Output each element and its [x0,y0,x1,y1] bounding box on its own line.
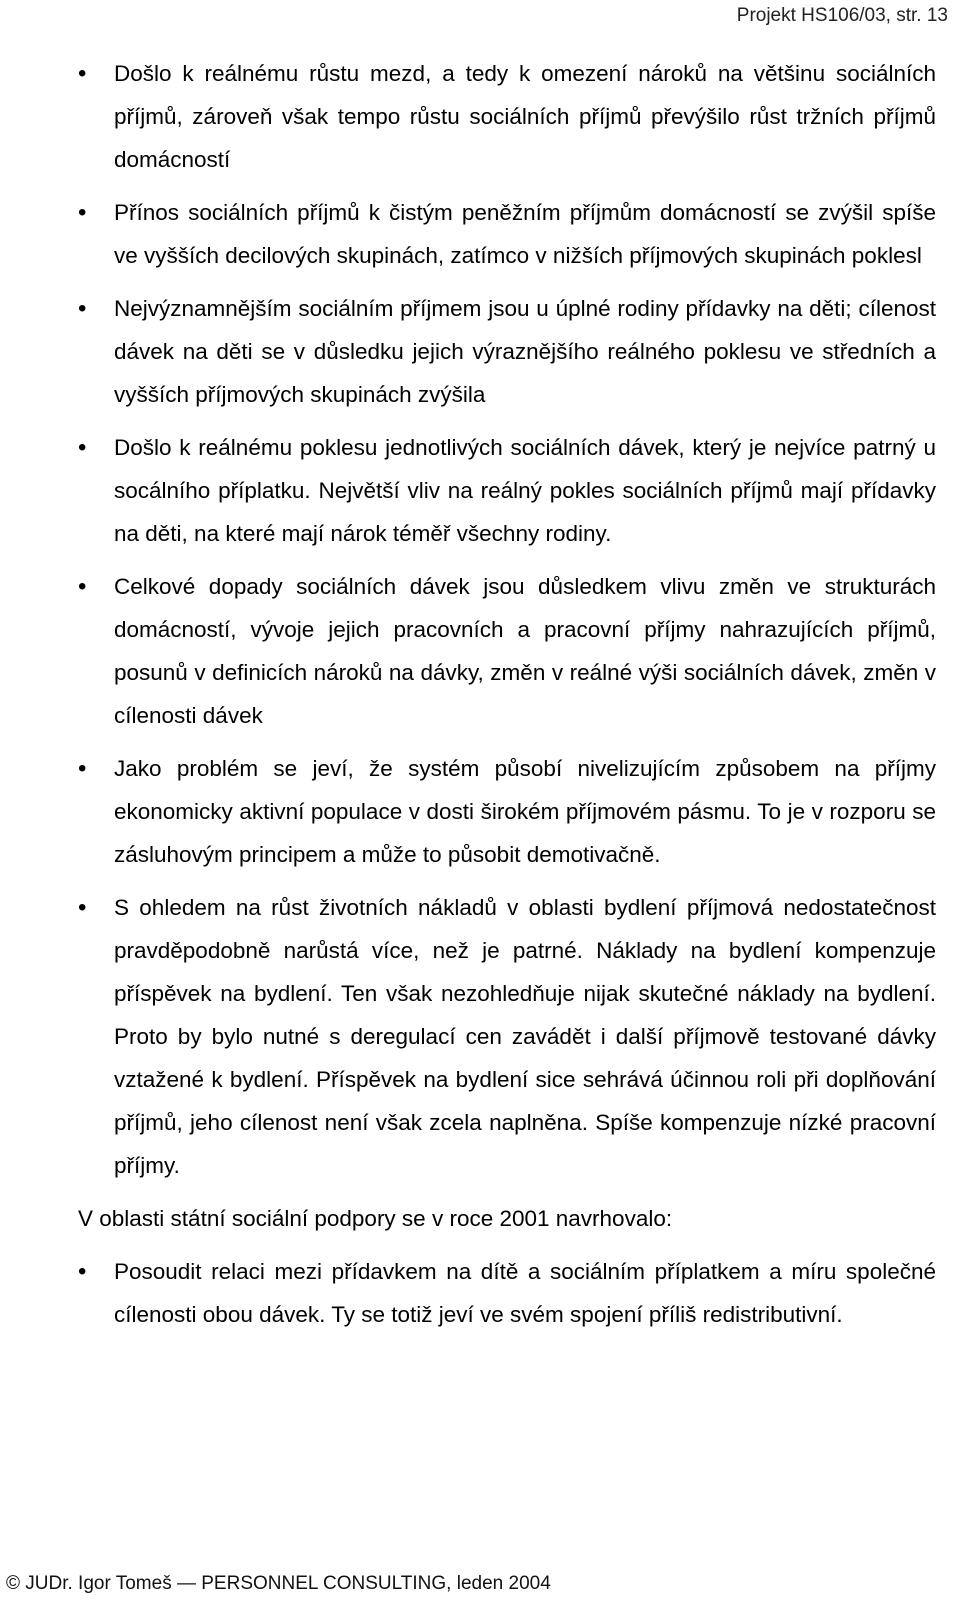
document-body [78,52,936,1346]
list-item: • Posoudit relaci mezi přídavkem na dítě a sociálním příplatkem a míru společné cílenosti obou dávek. Ty se totiž jeví ve svém spojení příliš redistributivní. [78,1250,936,1336]
page-header: Projekt HS106/03, str. 13 [736,5,948,26]
page-footer: © JUDr. Igor Tomeš — PERSONNEL CONSULTING, leden 2004 [6,1573,551,1594]
list-item: • Došlo k reálnému růstu mezd, a tedy k omezení nároků na většinu sociálních příjmů, zároveň však tempo růstu sociálních příjmů převýšilo růst tržních příjmů domácností [78,52,936,181]
list-item: • Přínos sociálních příjmů k čistým peněžním příjmům domácností se zvýšil spíše ve vyšších decilových skupinách, zatímco v nižších příjmových skupinách poklesl [78,191,936,277]
bullet-list-findings [78,52,936,1187]
bullet-list-proposals [78,1250,936,1336]
list-item: • Celkové dopady sociálních dávek jsou důsledkem vlivu změn ve strukturách domácností, vývoje jejich pracovních a pracovní příjmy nahrazujících příjmů, posunů v definicích nároků na dávky, změn v reálné výši sociálních dávek, změn v cílenosti dávek [78,565,936,737]
list-item: • Došlo k reálnému poklesu jednotlivých sociálních dávek, který je nejvíce patrný u socálního příplatku. Největší vliv na reálný pokles sociálních příjmů mají přídavky na děti, na které mají nárok téměř všechny rodiny. [78,426,936,555]
section-intro: V oblasti státní sociální podpory se v roce 2001 navrhovalo: [78,1206,673,1231]
list-item: • Nejvýznamnějším sociálním příjmem jsou u úplné rodiny přídavky na děti; cílenost dávek na děti se v důsledku jejich výraznějšího reálného poklesu ve středních a vyšších příjmových skupinách zvýšila [78,287,936,416]
list-item: • Jako problém se jeví, že systém působí nivelizujícím způsobem na příjmy ekonomicky aktivní populace v dosti širokém příjmovém pásmu. To je v rozporu se zásluhovým principem a může to působit demotivačně. [78,747,936,876]
list-item: • S ohledem na růst životních nákladů v oblasti bydlení příjmová nedostatečnost pravděpodobně narůstá více, než je patrné. Náklady na bydlení kompenzuje příspěvek na bydlení. Ten však nezohledňuje nijak skutečné náklady na bydlení. Proto by bylo nutné s deregulací cen zavádět i další příjmově testované dávky vztažené k bydlení. Příspěvek na bydlení sice sehrává účinnou roli při doplňování příjmů, jeho cílenost není však zcela naplněna. Spíše kompenzuje nízké pracovní příjmy. [78,886,936,1187]
